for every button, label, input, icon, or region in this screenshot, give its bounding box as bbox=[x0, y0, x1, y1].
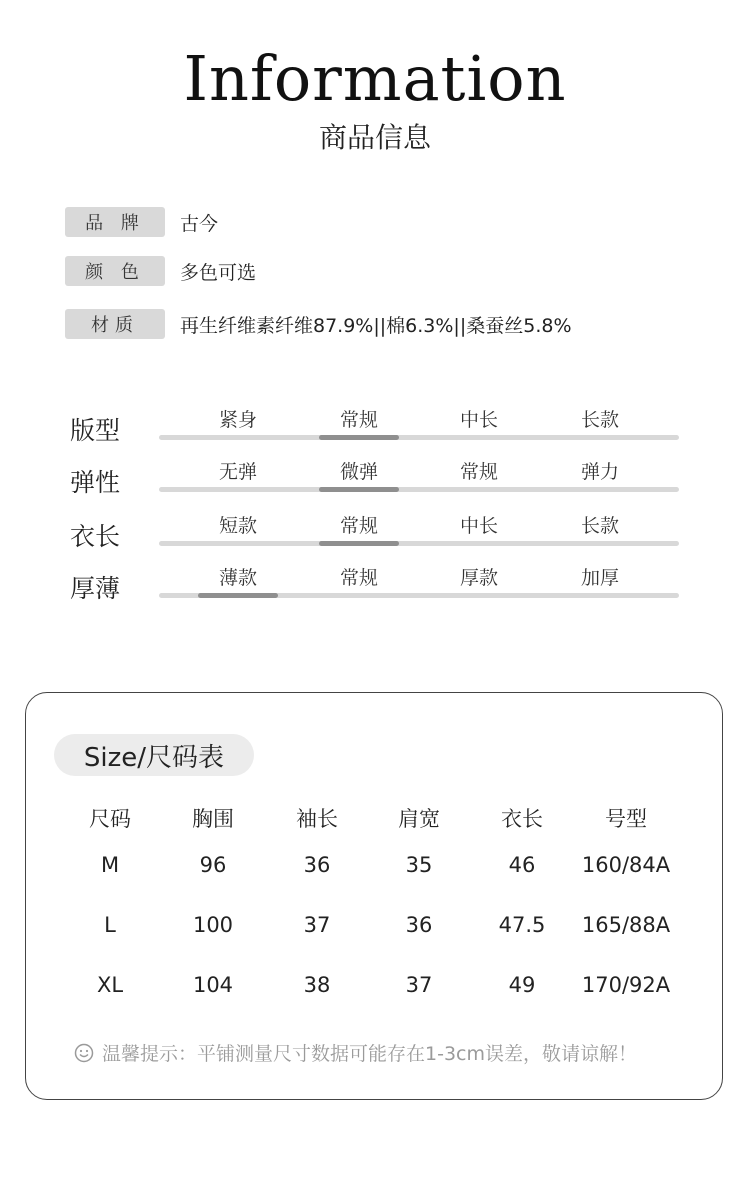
table-cell: 35 bbox=[405, 853, 433, 877]
smile-icon bbox=[74, 1043, 94, 1063]
attribute-option: 薄款 bbox=[218, 567, 257, 589]
info-value: 多色可选 bbox=[180, 261, 257, 284]
info-row-brand bbox=[65, 207, 218, 237]
attribute-track bbox=[159, 541, 679, 546]
table-cell: M bbox=[100, 853, 120, 877]
attribute-option: 长款 bbox=[580, 409, 619, 431]
table-header-cell: 肩宽 bbox=[398, 807, 440, 831]
attribute-selected-marker bbox=[319, 487, 399, 492]
attribute-row bbox=[70, 569, 690, 625]
attribute-option: 加厚 bbox=[580, 567, 619, 589]
attribute-track bbox=[159, 435, 679, 440]
table-cell: 49 bbox=[508, 973, 536, 997]
table-cell: 96 bbox=[199, 853, 227, 877]
table-cell: 104 bbox=[192, 973, 234, 997]
table-cell: 37 bbox=[303, 913, 331, 937]
table-cell: 36 bbox=[405, 913, 433, 937]
attribute-option: 常规 bbox=[339, 567, 378, 589]
table-header-cell: 号型 bbox=[605, 807, 647, 831]
info-value: 再生纤维素纤维87.9%||棉6.3%||桑蚕丝5.8% bbox=[180, 314, 572, 337]
table-cell: 165/88A bbox=[581, 913, 671, 937]
size-chart-title: Size/尺码表 bbox=[54, 734, 254, 776]
attribute-option: 无弹 bbox=[218, 461, 257, 483]
table-cell: 100 bbox=[192, 913, 234, 937]
attribute-option: 长款 bbox=[580, 515, 619, 537]
attribute-name: 版型 bbox=[70, 416, 121, 445]
table-cell: 37 bbox=[405, 973, 433, 997]
table-cell: 36 bbox=[303, 853, 331, 877]
table-header-cell: 袖长 bbox=[296, 807, 338, 831]
table-cell: 46 bbox=[508, 853, 536, 877]
attribute-track bbox=[159, 487, 679, 492]
attribute-option: 中长 bbox=[459, 409, 498, 431]
table-cell: L bbox=[104, 913, 116, 937]
size-note bbox=[74, 1039, 637, 1066]
size-chart-card bbox=[25, 692, 723, 1100]
size-note-text: 温馨提示：平铺测量尺寸数据可能存在1-3cm误差，敬请谅解！ bbox=[102, 1043, 637, 1065]
attribute-option: 中长 bbox=[459, 515, 498, 537]
attribute-option: 常规 bbox=[339, 515, 378, 537]
info-row-material bbox=[65, 309, 572, 339]
info-label: 材质 bbox=[65, 309, 165, 339]
table-cell: 47.5 bbox=[498, 913, 546, 937]
attribute-option: 常规 bbox=[339, 409, 378, 431]
table-cell: 170/92A bbox=[581, 973, 671, 997]
table-header-cell: 胸围 bbox=[192, 807, 234, 831]
info-value: 古今 bbox=[180, 212, 219, 235]
attribute-option: 紧身 bbox=[218, 409, 257, 431]
page-subtitle: 商品信息 bbox=[318, 121, 431, 154]
attribute-option: 常规 bbox=[459, 461, 498, 483]
info-label: 颜 色 bbox=[65, 256, 165, 286]
attribute-option: 弹力 bbox=[580, 461, 619, 483]
table-cell: 160/84A bbox=[581, 853, 671, 877]
table-cell: 38 bbox=[303, 973, 331, 997]
attribute-option: 微弹 bbox=[339, 461, 378, 483]
attribute-name: 弹性 bbox=[70, 468, 121, 497]
attribute-option: 短款 bbox=[218, 515, 257, 537]
attribute-option: 厚款 bbox=[459, 567, 498, 589]
info-label: 品 牌 bbox=[65, 207, 165, 237]
table-header-cell: 衣长 bbox=[501, 807, 543, 831]
page-title: Information bbox=[183, 42, 567, 115]
attribute-selected-marker bbox=[198, 593, 278, 598]
table-cell: XL bbox=[96, 973, 124, 997]
table-header-cell: 尺码 bbox=[89, 807, 131, 831]
attribute-selected-marker bbox=[319, 541, 399, 546]
attribute-name: 衣长 bbox=[70, 522, 121, 551]
attribute-name: 厚薄 bbox=[70, 574, 121, 603]
info-row-color bbox=[65, 256, 256, 286]
attribute-selected-marker bbox=[319, 435, 399, 440]
